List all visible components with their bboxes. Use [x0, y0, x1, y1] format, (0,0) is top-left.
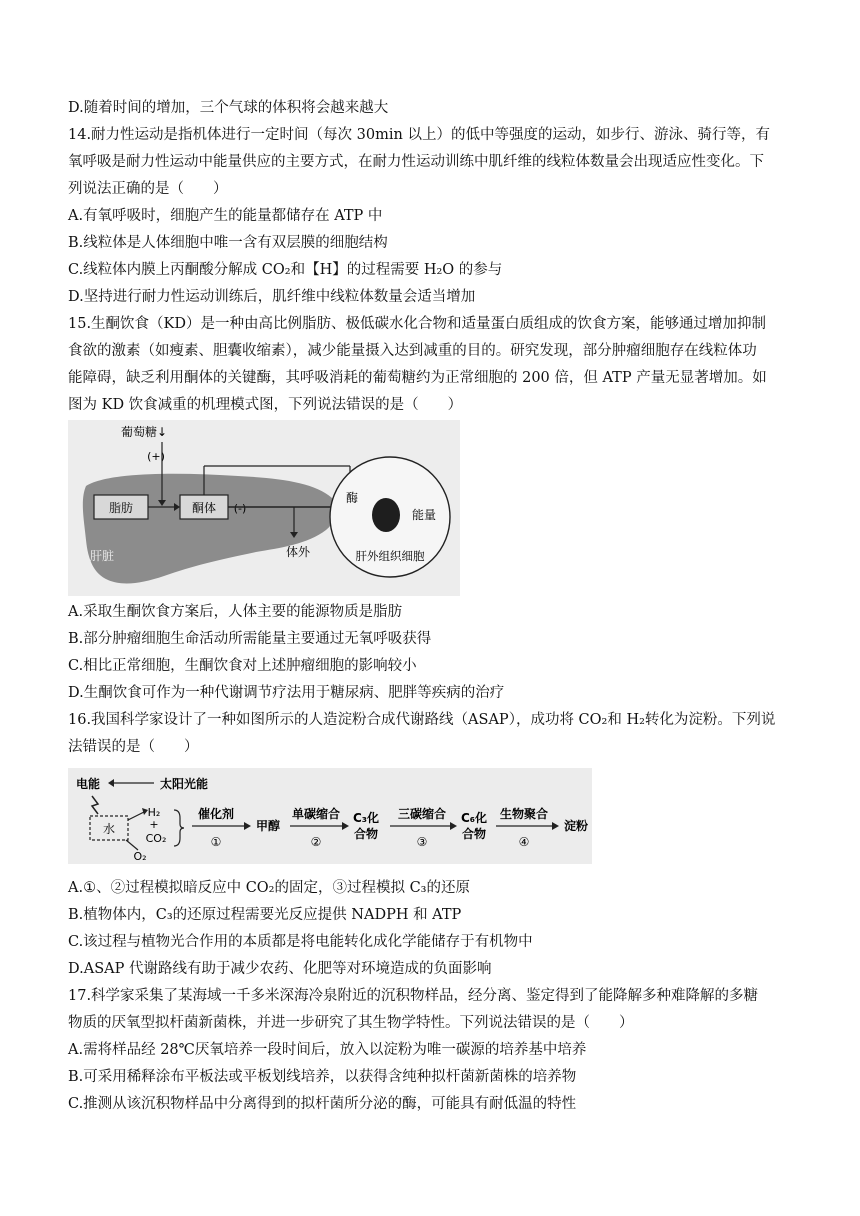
- step-1-label: ①: [210, 835, 222, 849]
- q15-option-c: C.相比正常细胞，生酮饮食对上述肿瘤细胞的影响较小: [68, 658, 417, 674]
- q15-stem-line: 能障碍，缺乏利用酮体的关键酶，其呼吸消耗的葡萄糖约为正常细胞的 200 倍，但 ATP 产量无显著增加。如: [68, 370, 767, 386]
- q14-stem-line: 14.耐力性运动是指机体进行一定时间（每次 30min 以上）的低中等强度的运动，如步行、游泳、骑行等，有: [68, 127, 770, 143]
- q17-stem-line: 物质的厌氧型拟杆菌新菌株，并进一步研究了其生物学特性。下列说法错误的是（ ）: [68, 1015, 634, 1031]
- co2-label: CO₂: [145, 832, 167, 845]
- asap-pathway-figure: [68, 768, 592, 864]
- q15-stem-line: 15.生酮饮食（KD）是一种由高比例脂肪、极低碳水化合物和适量蛋白质组成的饮食方案，能够通过增加抑制: [68, 316, 767, 332]
- cell-label: 肝外组织细胞: [355, 549, 425, 563]
- q14-option-c: C.线粒体内膜上丙酮酸分解成 CO₂和【H】的过程需要 H₂O 的参与: [68, 262, 503, 278]
- one-carbon-label: 单碳缩合: [291, 807, 341, 821]
- q14-option-d: D.坚持进行耐力性运动训练后，肌纤维中线粒体数量会适当增加: [68, 289, 476, 305]
- q17-option-b: B.可采用稀释涂布平板法或平板划线培养，以获得含纯种拟杆菌新菌株的培养物: [68, 1069, 577, 1085]
- q14-stem-line: 列说法正确的是（ ）: [68, 181, 228, 197]
- step-3-label: ③: [416, 835, 428, 849]
- q15-stem-line: 食欲的激素（如瘦素、胆囊收缩素），减少能量摄入达到减重的目的。研究发现，部分肿瘤细胞存在线粒体功: [68, 343, 757, 359]
- three-carbon-label: 三碳缩合: [397, 807, 447, 821]
- solar-label: 太阳光能: [159, 777, 209, 791]
- catalyst-label: 催化剂: [197, 807, 235, 821]
- c3-label-a: C₃化: [352, 811, 380, 825]
- q14-stem-line: 氧呼吸是耐力性运动中能量供应的主要方式，在耐力性运动训练中肌纤维的线粒体数量会出现适应性变化。下: [68, 154, 764, 170]
- c6-label-b: 合物: [461, 827, 487, 841]
- q14-option-a: A.有氧呼吸时，细胞产生的能量都储存在 ATP 中: [68, 208, 383, 224]
- h2-label: H₂: [147, 806, 161, 819]
- c3-label-b: 合物: [353, 827, 379, 841]
- q17-option-c: C.推测从该沉积物样品中分离得到的拟杆菌所分泌的酶，可能具有耐低温的特性: [68, 1096, 577, 1112]
- q15-option-a: A.采取生酮饮食方案后，人体主要的能源物质是脂肪: [68, 604, 403, 620]
- enzyme-label: 酶: [345, 491, 359, 505]
- liver-label: 肝脏: [89, 549, 115, 563]
- q16-option-a: A.①、②过程模拟暗反应中 CO₂的固定，③过程模拟 C₃的还原: [68, 880, 470, 896]
- kd-mechanism-figure: [68, 420, 460, 596]
- step-4-label: ④: [518, 835, 530, 849]
- q15-stem-line: 图为 KD 饮食减重的机理模式图，下列说法错误的是（ ）: [68, 397, 463, 413]
- electric-label: 电能: [75, 777, 101, 791]
- energy-label: 能量: [411, 508, 437, 522]
- q16-option-b: B.植物体内，C₃的还原过程需要光反应提供 NADPH 和 ATP: [68, 907, 462, 923]
- bio-poly-label: 生物聚合: [499, 807, 549, 821]
- q15-option-d: D.生酮饮食可作为一种代谢调节疗法用于糖尿病、肥胖等疾病的治疗: [68, 685, 505, 701]
- q16-stem-line: 法错误的是（ ）: [68, 739, 199, 755]
- o2-label: O₂: [133, 850, 147, 863]
- plus-sign: +: [149, 818, 159, 831]
- q16-stem-line: 16.我国科学家设计了一种如图所示的人造淀粉合成代谢路线（ASAP），成功将 CO₂和 H₂转化为淀粉。下列说: [68, 712, 776, 728]
- q14-option-b: B.线粒体是人体细胞中唯一含有双层膜的细胞结构: [68, 235, 388, 251]
- outside-label: 体外: [285, 545, 311, 559]
- q17-option-a: A.需将样品经 28℃厌氧培养一段时间后，放入以淀粉为唯一碳源的培养基中培养: [68, 1042, 587, 1058]
- glucose-label: 葡萄糖↓: [120, 425, 168, 439]
- q15-option-b: B.部分肿瘤细胞生命活动所需能量主要通过无氧呼吸获得: [68, 631, 432, 647]
- q16-option-d: D.ASAP 代谢路线有助于减少农药、化肥等对环境造成的负面影响: [68, 961, 492, 977]
- water-label: 水: [102, 822, 116, 836]
- step-2-label: ②: [310, 835, 322, 849]
- methanol-label: 甲醇: [255, 819, 281, 833]
- starch-label: 淀粉: [563, 819, 589, 833]
- ketone-label: 酮体: [191, 501, 217, 515]
- plus-label-1: (+): [147, 450, 165, 463]
- q17-stem-line: 17.科学家采集了某海域一千多米深海冷泉附近的沉积物样品，经分离、鉴定得到了能降解多种难降解的多糖: [68, 988, 759, 1004]
- minus-label: (-): [233, 502, 247, 515]
- q16-option-c: C.该过程与植物光合作用的本质都是将电能转化成化学能储存于有机物中: [68, 934, 533, 950]
- c6-label-a: C₆化: [460, 811, 488, 825]
- fat-label: 脂肪: [108, 501, 134, 515]
- q13-option-d: D.随着时间的增加，三个气球的体积将会越来越大: [68, 100, 389, 116]
